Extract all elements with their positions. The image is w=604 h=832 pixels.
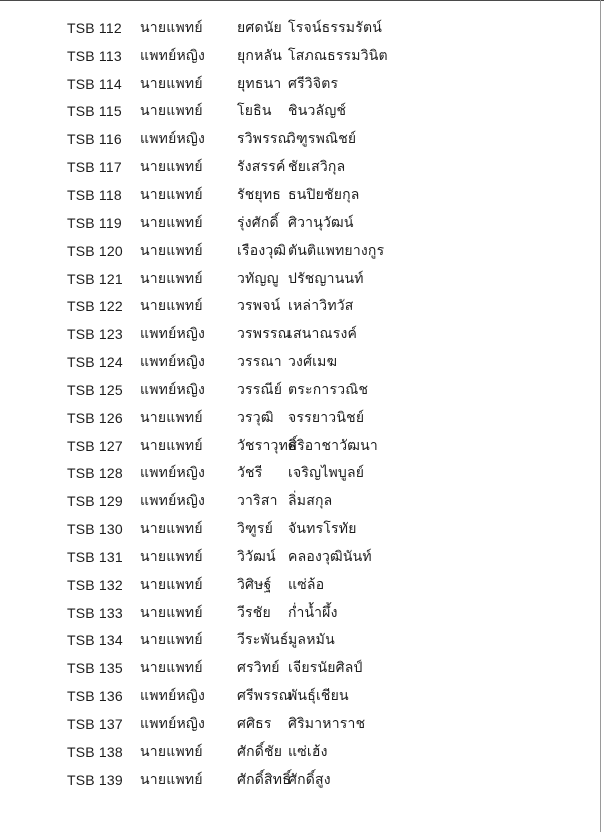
table-row — [0, 487, 604, 515]
table-row — [0, 710, 604, 738]
row-first-name: วรรณา — [237, 353, 282, 370]
row-first-name: วาริสา — [237, 492, 278, 509]
table-row — [0, 738, 604, 766]
row-first-name: วัชราวุทธิ์ — [237, 436, 297, 453]
table-row — [0, 181, 604, 209]
row-first-name: วรพรรณ — [237, 325, 291, 342]
doctor-list-table — [0, 14, 604, 794]
row-title: นายแพทย์ — [140, 241, 203, 258]
row-title: นายแพทย์ — [140, 213, 203, 230]
row-id: TSB 124 — [67, 354, 123, 371]
row-id: TSB 129 — [67, 493, 123, 510]
row-title: นายแพทย์ — [140, 297, 203, 314]
row-title: นายแพทย์ — [140, 158, 203, 175]
table-row — [0, 320, 604, 348]
row-first-name: วิศิษฐ์ — [237, 575, 272, 592]
row-title: นายแพทย์ — [140, 575, 203, 592]
row-id: TSB 135 — [67, 660, 123, 677]
row-first-name: ศักดิ์สิทธิ์ — [237, 770, 291, 787]
row-id: TSB 112 — [67, 19, 122, 36]
row-id: TSB 125 — [67, 381, 123, 398]
row-title: นายแพทย์ — [140, 436, 203, 453]
row-id: TSB 134 — [67, 632, 123, 649]
row-first-name: รุ่งศักดิ์ — [237, 213, 279, 230]
row-first-name: ยุกหลัน — [237, 46, 283, 63]
row-id: TSB 128 — [67, 465, 123, 482]
table-row — [0, 654, 604, 682]
row-id: TSB 139 — [67, 771, 123, 788]
row-last-name: มูลหมัน — [288, 631, 335, 648]
row-title: นายแพทย์ — [140, 631, 203, 648]
row-title: แพทย์หญิง — [140, 380, 206, 397]
row-title: แพทย์หญิง — [140, 325, 206, 342]
row-first-name: เรืองวุฒิ — [237, 241, 287, 258]
table-row — [0, 265, 604, 293]
row-title: นายแพทย์ — [140, 659, 203, 676]
row-title: นายแพทย์ — [140, 770, 203, 787]
row-id: TSB 120 — [67, 242, 123, 259]
table-row — [0, 515, 604, 543]
row-first-name: วิวัฒน์ — [237, 547, 276, 564]
row-last-name: โรจน์ธรรมรัตน์ — [288, 18, 383, 35]
row-id: TSB 118 — [67, 186, 122, 203]
row-last-name: เสนาณรงค์ — [288, 325, 358, 342]
row-first-name: โยธิน — [237, 102, 272, 119]
row-id: TSB 137 — [67, 716, 123, 733]
row-title: นายแพทย์ — [140, 185, 203, 202]
table-row — [0, 153, 604, 181]
row-title: นายแพทย์ — [140, 742, 203, 759]
row-first-name: รัชยุทธ — [237, 185, 281, 202]
row-last-name: แซ่เฮ้ง — [288, 742, 328, 759]
row-last-name: คลองวุฒินันท์ — [288, 547, 372, 564]
row-last-name: โสภณธรรมวินิต — [288, 46, 388, 63]
row-first-name: ศักดิ์ชัย — [237, 742, 283, 759]
row-first-name: วรพจน์ — [237, 297, 281, 314]
row-id: TSB 133 — [67, 604, 123, 621]
row-first-name: ศศิธร — [237, 715, 272, 732]
row-id: TSB 119 — [67, 214, 122, 231]
table-row — [0, 209, 604, 237]
row-id: TSB 136 — [67, 688, 123, 705]
row-title: แพทย์หญิง — [140, 353, 206, 370]
row-first-name: ศรีพรรณ — [237, 687, 292, 704]
row-id: TSB 114 — [67, 75, 122, 92]
row-id: TSB 113 — [67, 47, 122, 64]
table-row — [0, 599, 604, 627]
top-border-line — [0, 0, 604, 1]
row-first-name: ยุทธนา — [237, 74, 282, 91]
row-last-name: วงศ์เมฆ — [288, 353, 338, 370]
row-id: TSB 138 — [67, 743, 123, 760]
row-last-name: ศิริมาหาราช — [288, 715, 366, 732]
row-last-name: ปรัชญานนท์ — [288, 269, 364, 286]
table-row — [0, 404, 604, 432]
row-title: แพทย์หญิง — [140, 464, 206, 481]
row-title: แพทย์หญิง — [140, 715, 206, 732]
row-title: แพทย์หญิง — [140, 687, 206, 704]
row-title: แพทย์หญิง — [140, 492, 206, 509]
table-row — [0, 571, 604, 599]
row-last-name: ธนปิยชัยกุล — [288, 185, 360, 202]
row-last-name: วิฑูรพณิชย์ — [288, 130, 357, 147]
row-title: นายแพทย์ — [140, 408, 203, 425]
row-title: นายแพทย์ — [140, 102, 203, 119]
row-last-name: ศิริอาชาวัฒนา — [288, 436, 378, 453]
row-last-name: เจียรนัยศิลป์ — [288, 659, 363, 676]
row-id: TSB 130 — [67, 521, 123, 538]
row-title: นายแพทย์ — [140, 269, 203, 286]
row-id: TSB 115 — [67, 103, 122, 120]
row-id: TSB 127 — [67, 437, 123, 454]
row-last-name: ตระการวณิช — [288, 380, 369, 397]
table-row — [0, 98, 604, 126]
row-last-name: ตันติแพทยางกูร — [288, 241, 385, 258]
row-last-name: ศักดิ์สูง — [288, 770, 331, 787]
row-last-name: เหล่าวิทวัส — [288, 297, 354, 314]
table-row — [0, 627, 604, 655]
row-first-name: วีรชัย — [237, 603, 271, 620]
table-row — [0, 14, 604, 42]
row-id: TSB 117 — [67, 159, 122, 176]
row-id: TSB 131 — [67, 548, 123, 565]
table-row — [0, 42, 604, 70]
row-first-name: รวิพรรณ — [237, 130, 291, 147]
row-title: นายแพทย์ — [140, 547, 203, 564]
row-last-name: จรรยาวนิชย์ — [288, 408, 365, 425]
table-row — [0, 70, 604, 98]
row-id: TSB 123 — [67, 326, 123, 343]
table-row — [0, 292, 604, 320]
row-first-name: วทัญญู — [237, 269, 279, 286]
table-row — [0, 125, 604, 153]
table-row — [0, 766, 604, 794]
row-first-name: ศรวิทย์ — [237, 659, 280, 676]
row-last-name: พันธุ์เชียน — [288, 687, 349, 704]
row-first-name: วรวุฒิ — [237, 408, 274, 425]
row-title: นายแพทย์ — [140, 603, 203, 620]
row-first-name: ยศดนัย — [237, 18, 282, 35]
row-last-name: ชัยเสวิกุล — [288, 158, 346, 175]
row-last-name: ลิ่มสกุล — [288, 492, 333, 509]
row-last-name: แซ่ล้อ — [288, 575, 325, 592]
row-last-name: ชินวลัญช์ — [288, 102, 347, 119]
row-last-name: จันทรโรทัย — [288, 520, 357, 537]
row-first-name: วรรณีย์ — [237, 380, 283, 397]
table-row — [0, 543, 604, 571]
row-title: แพทย์หญิง — [140, 130, 206, 147]
row-id: TSB 122 — [67, 298, 123, 315]
table-row — [0, 682, 604, 710]
table-row — [0, 460, 604, 488]
row-last-name: เจริญไพบูลย์ — [288, 464, 365, 481]
row-first-name: วัชรี — [237, 464, 263, 481]
row-title: นายแพทย์ — [140, 520, 203, 537]
row-title: แพทย์หญิง — [140, 46, 206, 63]
row-first-name: รังสรรค์ — [237, 158, 286, 175]
row-id: TSB 121 — [67, 270, 123, 287]
row-first-name: วิฑูรย์ — [237, 520, 274, 537]
row-id: TSB 116 — [67, 131, 122, 148]
row-first-name: วีระพันธ์ — [237, 631, 289, 648]
row-last-name: ก่ำน้ำผึ้ง — [288, 603, 338, 620]
row-title: นายแพทย์ — [140, 18, 203, 35]
table-row — [0, 237, 604, 265]
row-last-name: ศิวานุวัฒน์ — [288, 213, 354, 230]
row-title: นายแพทย์ — [140, 74, 203, 91]
row-id: TSB 132 — [67, 576, 123, 593]
row-id: TSB 126 — [67, 409, 123, 426]
table-row — [0, 432, 604, 460]
table-row — [0, 376, 604, 404]
table-row — [0, 348, 604, 376]
row-last-name: ศรีวิจิตร — [288, 74, 339, 91]
